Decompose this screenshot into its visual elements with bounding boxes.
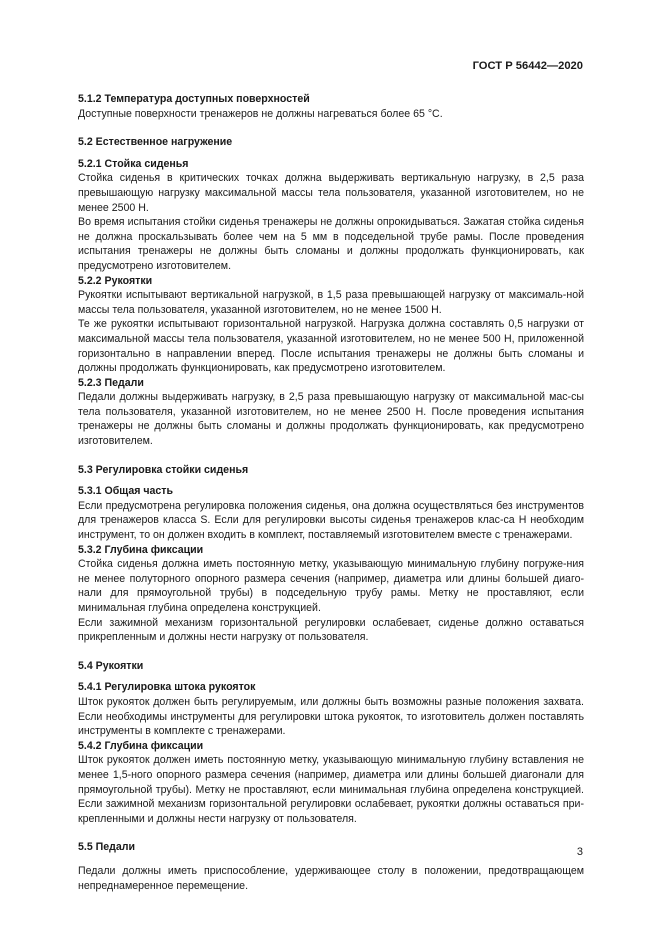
section-5-2-1-p2: Во время испытания стойки сиденья тренажеры не должны опрокидываться. Зажатая стойка сиденья не должна проскальзывать более чем на 5 мм в подседельной трубе рамы. После проведения испытания тренажеры не должны быть сломаны и должны продолжать функционировать, как предусмотрено изготовителем. bbox=[78, 216, 584, 272]
section-5-5-title: 5.5 Педали bbox=[78, 841, 136, 854]
section-5-2-title: 5.2 Естественное нагружение bbox=[78, 136, 233, 149]
section-5-3-2-p2: Если зажимной механизм горизонтальной регулировки ослабевает, сиденье должно оставаться прикрепленным и должны нести нагрузку от пользователя. bbox=[78, 616, 584, 644]
section-5-2-2-p1: Рукоятки испытывают вертикальной нагрузкой, в 1,5 раза превышающей нагрузку от максималь-ной массы тела пользователя, указанной изготовителем, но не менее 1500 Н. bbox=[78, 289, 584, 316]
section-5-2-2-p2: Те же рукоятки испытывают горизонтальной нагрузкой. Нагрузка должна составлять 0,5 нагрузки от максимальной массы тела пользователя, указанной изготовителем, но не менее 500 Н, приложенной горизонтально в направлении вперед. После испытания тренажеры не должны быть сломаны и должны продолжать функционировать, как предусмотрено изготовителем. bbox=[78, 318, 584, 375]
section-5-2-3-p1: Педали должны выдерживать нагрузку, в 2,5 раза превышающую нагрузку от максимальной мас-сы тела пользователя, указанной изготовителем, но не менее 2500 Н. После проведения испытания тренажеры не должны быть сломаны и должны продолжать функционировать, как предусмотрено изготовителем. bbox=[78, 391, 584, 448]
section-5-3-1-p1: Если предусмотрена регулировка положения сиденья, она должна осуществляться без инструментов для тренажеров класса S. Если для регулировки высоты сиденья тренажеров клас-са H необходим инструмент, то он должен входить в комплект, поставляемый изготовителем вместе с тренажерами. bbox=[78, 499, 584, 542]
section-5-2-1-p1: Стойка сиденья в критических точках должна выдерживать вертикальную нагрузку, в 2,5 раза превышающую нагрузку максимальной массы тела пользователя, указанной изготовителем, но не менее 2500 Н. bbox=[78, 172, 584, 214]
section-5-4-1-title: 5.4.1 Регулировка штока рукояток bbox=[78, 681, 256, 694]
section-5-4-2-p1: Шток рукояток должен иметь постоянную метку, указывающую минимальную глубину вставления не менее 1,5-ного опорного размера сечения (например, диаметра или длины большей диагонали для прямоугольной трубы). Метку не проставляют, если минимальная глубина определена конструкцией. Если зажимной механизм горизонтальной регулировки ослабевает, рукоятки должны оставаться при-крепленными и должны нести нагрузку от пользователя. bbox=[78, 754, 584, 825]
section-5-3-title: 5.3 Регулировка стойки сиденья bbox=[78, 463, 249, 476]
document-body bbox=[78, 92, 584, 893]
section-5-3-2-title: 5.3.2 Глубина фиксации bbox=[78, 543, 204, 556]
section-5-1-2-text: Доступные поверхности тренажеров не должны нагреваться более 65 °С. bbox=[78, 107, 443, 120]
section-5-1-2-title: 5.1.2 Температура доступных поверхностей bbox=[78, 93, 310, 105]
standard-number: ГОСТ Р 56442—2020 bbox=[472, 60, 583, 72]
page-number: 3 bbox=[576, 846, 583, 858]
section-5-4-title: 5.4 Рукоятки bbox=[78, 659, 144, 672]
section-5-3-2-p1: Стойка сиденья должна иметь постоянную метку, указывающую минимальную глубину погруже-ния не менее полуторного опорного размера сечения (например, диаметра или длины большей диаго-нали для прямоугольной трубы) в подседельную трубу рамы. Метку не проставляют, если минимальная глубина определена конструкцией. bbox=[78, 558, 584, 614]
section-5-4-1-p1: Шток рукояток должен быть регулируемым, или должны быть возможны разные положения захвата. Если необходимы инструменты для регулировки штока рукояток, то изготовитель должен поставлять инструменты в комплекте с тренажерами. bbox=[78, 695, 584, 738]
section-5-2-2-title: 5.2.2 Рукоятки bbox=[78, 274, 153, 287]
section-5-4-2-title: 5.4.2 Глубина фиксации bbox=[78, 739, 204, 752]
section-5-2-1-title: 5.2.1 Стойка сиденья bbox=[78, 157, 189, 170]
section-5-5-p1: Педали должны иметь приспособление, удерживающее столу в положении, предотвращающем непреднамеренное перемещение. bbox=[78, 864, 584, 892]
section-5-3-1-title: 5.3.1 Общая часть bbox=[78, 485, 174, 498]
section-5-2-3-title: 5.2.3 Педали bbox=[78, 376, 144, 389]
